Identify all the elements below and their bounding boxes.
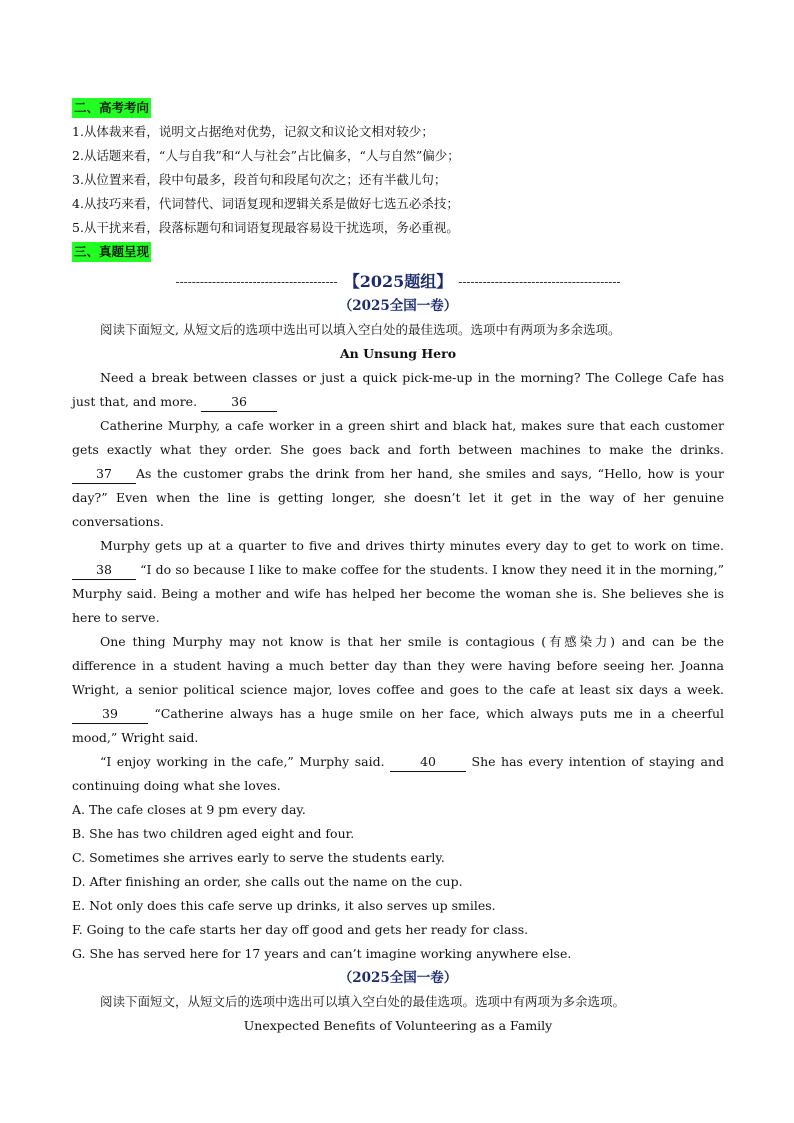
document-content — [72, 96, 724, 1038]
paragraph-4: One thing Murphy may not know is that her smile is contagious (有感染力) and can be the difference in a student having a much better day than they were having before seeing her. Joanna Wright, a senior political science major, loves coffee and goes to the cafe at least six days a week. 39 “Catherine always has a huge smile on her face, which always puts me in a cheerful mood,” Wright said. — [72, 634, 724, 745]
trend-item-3: 3.从位置来看，段中句最多，段首句和段尾句次之；还有半截儿句； — [72, 172, 447, 187]
passage-source-2: （2025全国一卷） — [338, 970, 458, 986]
paragraph-3: Murphy gets up at a quarter to five and drives thirty minutes every day to get to work on time.38 “I do so because I like to make coffee for the students. I know they need it in the morning,” Murphy said. Being a mother and wife has helped her become the woman she is. She believes she is here to serve. — [72, 538, 724, 625]
trend-item-4: 4.从技巧来看，代词替代、词语复现和逻辑关系是做好七选五必杀技； — [72, 196, 459, 211]
highlighted-heading: 二、高考考向 — [72, 98, 151, 118]
passage-title-2: Unexpected Benefits of Volunteering as a Family — [243, 1018, 553, 1033]
group-label: 【2025题组】 — [343, 272, 453, 291]
option-e: E. Not only does this cafe serve up drinks, it also serves up smiles. — [72, 898, 496, 913]
highlighted-heading: 三、真题呈现 — [72, 242, 151, 262]
answer-blank-38[interactable]: 38 — [72, 561, 136, 580]
group-divider — [72, 270, 724, 294]
divider-dashes-right: ---------------------------------------- — [458, 275, 621, 289]
trend-item-5: 5.从干扰来看，段落标题句和词语复现最容易设干扰选项，务必重视。 — [72, 220, 459, 235]
option-a: A. The cafe closes at 9 pm every day. — [72, 802, 306, 817]
answer-blank-37[interactable]: 37 — [72, 465, 136, 484]
passage-instruction-2: 阅读下面短文，从短文后的选项中选出可以填入空白处的最佳选项。选项中有两项为多余选项。 — [100, 994, 626, 1009]
option-d: D. After finishing an order, she calls out the name on the cup. — [72, 874, 463, 889]
option-c: C. Sometimes she arrives early to serve the students early. — [72, 850, 445, 865]
trend-item-2: 2.从话题来看，“人与自我”和“人与社会”占比偏多，“人与自然”偏少； — [72, 148, 460, 163]
option-f: F. Going to the cafe starts her day off good and gets her ready for class. — [72, 922, 529, 937]
passage-title: An Unsung Hero — [339, 346, 457, 361]
answer-blank-39[interactable]: 39 — [72, 705, 148, 724]
option-b: B. She has two children aged eight and four. — [72, 826, 355, 841]
answer-blank-40[interactable]: 40 — [390, 753, 466, 772]
section-heading-real — [72, 242, 724, 262]
answer-blank-36[interactable]: 36 — [201, 393, 277, 412]
passage-instruction: 阅读下面短文, 从短文后的选项中选出可以填入空白处的最佳选项。选项中有两项为多余选项。 — [100, 322, 621, 337]
paragraph-1: Need a break between classes or just a quick pick-me-up in the morning? The College Cafe has just that, and more. 36 — [72, 366, 724, 414]
paragraph-2: Catherine Murphy, a cafe worker in a green shirt and black hat, makes sure that each customer gets exactly what they order. She goes back and forth between machines to make the drinks.37 As the customer grabs the drink from her hand, she smiles and says, “Hello, how is your day?” Even when the line is getting longer, she doesn’t let it get in the way of her genuine conversations. — [72, 418, 724, 529]
section-heading-trends — [72, 98, 724, 118]
divider-dashes-left: ---------------------------------------- — [175, 275, 338, 289]
option-g: G. She has served here for 17 years and can’t imagine working anywhere else. — [72, 946, 572, 961]
paragraph-5: “I enjoy working in the cafe,” Murphy said. 40 She has every intention of staying and continuing doing what she loves. — [72, 754, 724, 793]
trend-item-1: 1.从体裁来看，说明文占据绝对优势，记叙文和议论文相对较少； — [72, 124, 434, 139]
passage-source: （2025全国一卷） — [338, 298, 458, 314]
